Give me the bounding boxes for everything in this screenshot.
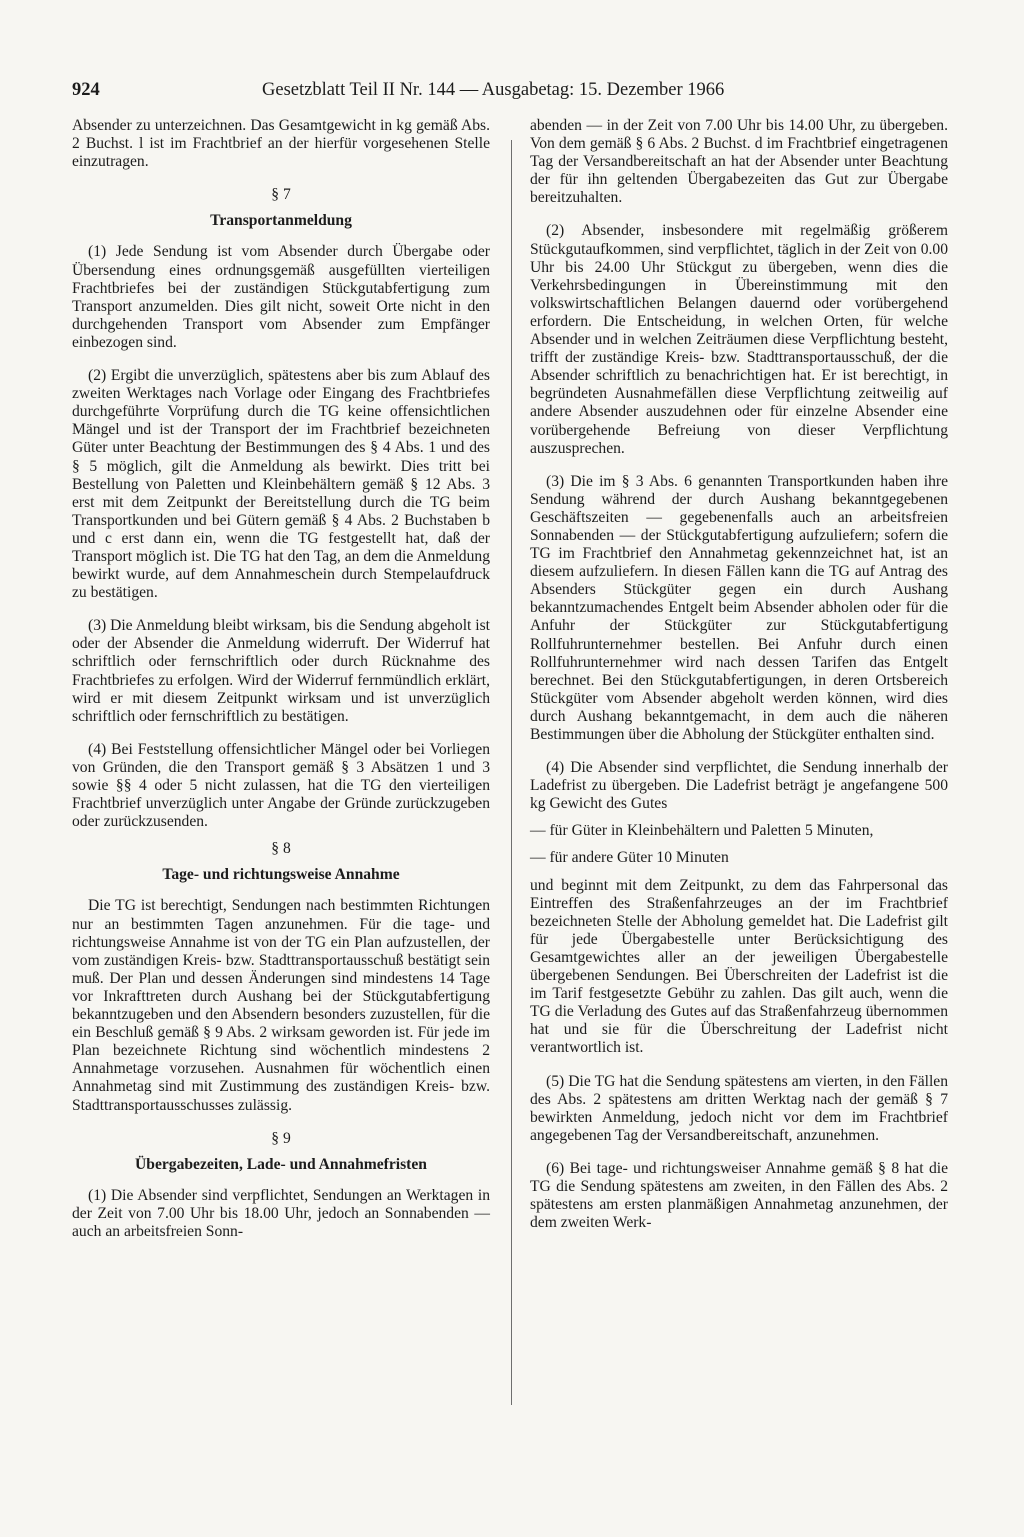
paragraph-continued: Absender zu unterzeichnen. Das Gesamtgewicht in kg gemäß Abs. 2 Buchst. l ist im Frachtbrief an der hierfür vorgesehenen Stelle einzutragen.: [72, 117, 490, 171]
section-7-number: § 7: [271, 186, 291, 204]
section-9-paragraph-4-intro: (4) Die Absender sind verpflichtet, die Sendung innerhalb der Ladefrist zu übergeben. Die Ladefrist beträgt je angefangene 500 kg Gewicht des Gutes: [530, 759, 948, 813]
section-8-paragraph-1: Die TG ist berechtigt, Sendungen nach bestimmten Richtungen nur an bestimmten Tagen anzunehmen. Für die tage- und richtungsweise Annahme ist von der TG ein Plan aufzustellen, der vom zuständigen Kreis- bzw. Stadttransportausschuß bestätigt sein muß. Der Plan und dessen Änderungen sind mindestens 14 Tage vor Inkrafttreten durch Aushang bei der Stückgutabfertigung bekanntzugeben und den Absendern besonders zuzustellen, für die ein Beschluß gemäß § 9 Abs. 2 wirksam geworden ist. Für jede im Plan bezeichnete Richtung sind wöchentlich mindestens 2 Annahmetage vorzusehen. Ausnahmen für wöchentlich einen Annahmetag sind mit Zustimmung des zuständigen Kreis- bzw. Stadttransportausschusses zulässig.: [72, 897, 490, 1114]
section-9-number: § 9: [271, 1129, 291, 1147]
right-column: [530, 117, 948, 1247]
page-header: [72, 80, 952, 102]
section-9-paragraph-5: (5) Die TG hat die Sendung spätestens am vierten, in den Fällen des Abs. 2 spätestens am dritten Werktag nach der gemäß § 7 bewirkten Anmeldung, jedoch nicht vor dem im Frachtbrief angegebenen Tag der Versandbereitschaft, anzunehmen.: [530, 1072, 948, 1144]
section-7-paragraph-2: (2) Ergibt die unverzüglich, spätestens aber bis zum Ablauf des zweiten Werktages nach Vorlage oder Eingang des Frachtbriefes durchgeführte Vorprüfung durch die TG keine offensichtlichen Mängel und ist der Transport der im Frachtbrief bezeichneten Güter unter Beachtung der Bestimmungen des § 4 Abs. 1 und des § 5 möglich, gilt die Anmeldung als bewirkt. Dies tritt bei Bestellung von Paletten und Kleinbehältern gemäß § 12 Abs. 3 erst mit dem Zeitpunkt der Bereitstellung durch die TG beim Transportkunden und bei Gütern gemäß § 4 Abs. 2 Buchstaben b und c erst dann ein, wenn die TG festgestellt hat, daß der Transport möglich ist. Die TG hat den Tag, an dem die Anmeldung bewirkt wurde, auf dem Annahmeschein durch Stempelaufdruck zu bestätigen.: [72, 367, 490, 602]
dash-item: — für Güter in Kleinbehältern und Paletten 5 Minuten,: [530, 822, 874, 840]
paragraph-continued-right: abenden — in der Zeit von 7.00 Uhr bis 14.00 Uhr, zu übergeben. Von dem gemäß § 6 Abs. 2 Buchst. d im Frachtbrief eingetragenen Tag der Versandbereitschaft an hat der Absender unter Beachtung der für ihn geltenden Übergabezeiten das Gut zur Übergabe bereitzuhalten.: [530, 117, 948, 207]
column-divider: [511, 140, 512, 1405]
section-7-paragraph-4: (4) Bei Feststellung offensichtlicher Mängel oder bei Vorliegen von Gründen, die den Transport gemäß § 3 Absätzen 1 und 3 sowie §§ 4 oder 5 nicht zulassen, hat die TG den vierteiligen Frachtbrief unverzüglich unter Angabe der Gründe zurückzugeben oder zurückzusenden.: [72, 740, 490, 831]
section-7-paragraph-1: (1) Jede Sendung ist vom Absender durch Übergabe oder Übersendung eines ordnungsgemäß ausgefüllten vierteiligen Frachtbriefes bei der zuständigen Stückgutabfertigung zum Transport anzumelden. Dies gilt nicht, soweit Orte nicht in den durchgehenden Transport vom Absender zum Empfänger einbezogen sind.: [72, 243, 490, 351]
section-9-title: Übergabezeiten, Lade- und Annahmefristen: [135, 1155, 427, 1173]
section-8-number: § 8: [271, 840, 291, 858]
section-9-paragraph-1: (1) Die Absender sind verpflichtet, Sendungen an Werktagen in der Zeit von 7.00 Uhr bis 18.00 Uhr, jedoch an Sonnabenden — auch an arbeitsfreien Sonn-: [72, 1186, 490, 1240]
dash-item: — für andere Güter 10 Minuten: [530, 849, 729, 867]
page-number: 924: [72, 80, 100, 100]
section-8-title: Tage- und richtungsweise Annahme: [162, 866, 400, 884]
section-9-paragraph-6: (6) Bei tage- und richtungsweiser Annahme gemäß § 8 hat die TG die Sendung spätestens am zweiten, in den Fällen des Abs. 2 spätestens am ersten planmäßigen Annahmetag anzunehmen, der dem zweiten Werk-: [530, 1159, 948, 1232]
section-7-paragraph-3: (3) Die Anmeldung bleibt wirksam, bis die Sendung abgeholt ist oder der Absender die Anmeldung widerruft. Der Widerruf hat schriftlich oder fernschriftlich oder durch Rücknahme des Frachtbriefes zu erfolgen. Wird der Widerruf fernmündlich erklärt, wird er mit diesem Zeitpunkt wirksam und ist unverzüglich schriftlich oder fernschriftlich zu bestätigen.: [72, 617, 490, 725]
left-column: [72, 117, 490, 1256]
section-7-title: Transportanmeldung: [210, 212, 352, 230]
running-head: Gesetzblatt Teil II Nr. 144 — Ausgabetag: 15. Dezember 1966: [262, 80, 725, 100]
section-9-paragraph-2: (2) Absender, insbesondere mit regelmäßig größerem Stückgutaufkommen, sind verpflichtet, täglich in der Zeit von 0.00 Uhr bis 24.00 Uhr Stückgut zu übergeben, wenn dies die Verkehrsbedingungen in Übereinstimmung mit den volkswirtschaftlichen Belangen dauernd oder vorübergehend erfordern. Die Entscheidung, in welchen Orten, für welche Absender und in welchen Zeiträumen diese Verpflichtung besteht, trifft der zuständige Kreis- bzw. Stadttransportausschuß, der die Absender schriftlich zu benachrichtigen hat. Er ist berechtigt, in begründeten Ausnahmefällen diese Verpflichtung zeitweilig auf andere Absender auszudehnen oder für einzelne Absender eine vorübergehende Befreiung von dieser Verpflichtung auszusprechen.: [530, 222, 948, 457]
section-9-paragraph-4-rest: und beginnt mit dem Zeitpunkt, zu dem das Fahrpersonal das Eintreffen des Straßenfahrzeuges an der im Frachtbrief bezeichneten Stelle der Abholung gemeldet hat. Die Ladefrist gilt für jede Übergabestelle unter Berücksichtigung des Gesamtgewichtes aller an der jeweiligen Übergabestelle übergebenen Sendungen. Bei Überschreiten der Ladefrist ist die im Tarif festgesetzte Gebühr zu zahlen. Das gilt auch, wenn die TG die Verladung des Gutes auf das Straßenfahrzeug übernommen hat und sie für die Überschreitung der Ladefrist nicht verantwortlich ist.: [530, 876, 948, 1057]
section-9-paragraph-3: (3) Die im § 3 Abs. 6 genannten Transportkunden haben ihre Sendung während der durch Aushang bekanntgegebenen Geschäftszeiten — gegebenenfalls auch an arbeitsfreien Sonnabenden — der Stückgutabfertigung aufzuliefern; sofern die TG im Frachtbrief den Annahmetag gekennzeichnet hat, ist an diesem aufzuliefern. In diesen Fällen kann die TG auf Antrag des Absenders Stückgüter gegen ein durch Aushang bekanntzumachendes Entgelt beim Absender abholen oder für die Anfuhr der Stückgüter zur Stückgutabfertigung Rollfuhrunternehmer bestellen. Bei Anfuhr durch einen Rollfuhrunternehmer wird nach dessen Tarifen das Entgelt berechnet. Bei den Stückgutabfertigungen, in deren Ortsbereich Stückgüter vom Absender abgeholt werden können, wird dies durch Aushang bekanntgemacht, in dem auch die näheren Bestimmungen über die Abholung der Stückgüter enthalten sind.: [530, 472, 948, 743]
